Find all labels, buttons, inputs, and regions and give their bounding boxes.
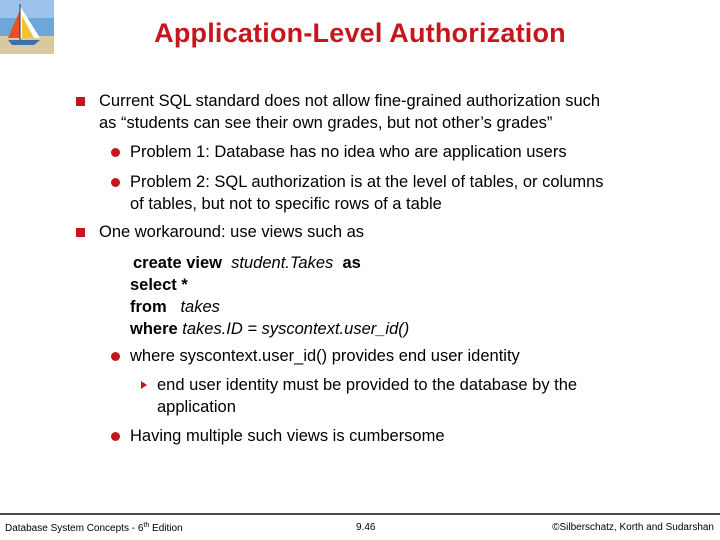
round-bullet-icon	[111, 148, 120, 157]
sub-bullet-syscontext: where syscontext.user_id() provides end user identity	[130, 347, 520, 365]
square-bullet-icon	[76, 228, 85, 237]
footer-divider	[0, 513, 720, 515]
footer-copyright: ©Silberschatz, Korth and Sudarshan	[552, 522, 714, 533]
code-expression: takes.ID = syscontext.user_id()	[182, 320, 410, 338]
round-bullet-icon	[111, 178, 120, 187]
sub-sub-bullet-line-2: application	[157, 398, 236, 416]
footer-book-title-text: Database System Concepts - 6	[5, 523, 144, 534]
code-line-1	[133, 252, 361, 274]
triangle-bullet-icon	[141, 381, 147, 389]
sub-bullet-problem-1: Problem 1: Database has no idea who are application users	[130, 143, 567, 161]
footer-edition-sup: th	[143, 522, 150, 529]
bullet-1-line-1: Current SQL standard does not allow fine-grained authorization such	[99, 92, 601, 110]
code-table-name: takes	[180, 298, 220, 316]
sub-bullet-problem-2-line-2: of tables, but not to specific rows of a table	[130, 195, 442, 213]
code-line-3	[130, 296, 220, 318]
code-keyword: select *	[130, 276, 188, 294]
round-bullet-icon	[111, 432, 120, 441]
sub-bullet-cumbersome: Having multiple such views is cumbersome	[130, 427, 445, 445]
code-keyword: as	[342, 254, 361, 272]
footer-edition-text: Edition	[149, 523, 183, 534]
sub-sub-bullet-line-1: end user identity must be provided to the database by the	[157, 376, 578, 394]
square-bullet-icon	[76, 97, 85, 106]
slide-title: Application-Level Authorization	[154, 18, 566, 48]
sub-bullet-problem-2-line-1: Problem 2: SQL authorization is at the level of tables, or columns	[130, 173, 604, 191]
round-bullet-icon	[111, 352, 120, 361]
bullet-1-line-2: as “students can see their own grades, but not other’s grades”	[99, 114, 553, 132]
code-keyword: create view	[133, 254, 222, 272]
code-keyword: where	[130, 320, 178, 338]
bullet-2: One workaround: use views such as	[99, 223, 365, 241]
code-keyword: from	[130, 298, 167, 316]
code-line-2	[130, 274, 188, 296]
code-line-4	[130, 318, 409, 340]
footer-page-number: 9.46	[356, 522, 376, 533]
footer-book-title	[5, 522, 183, 534]
code-view-name: student.Takes	[231, 254, 334, 272]
